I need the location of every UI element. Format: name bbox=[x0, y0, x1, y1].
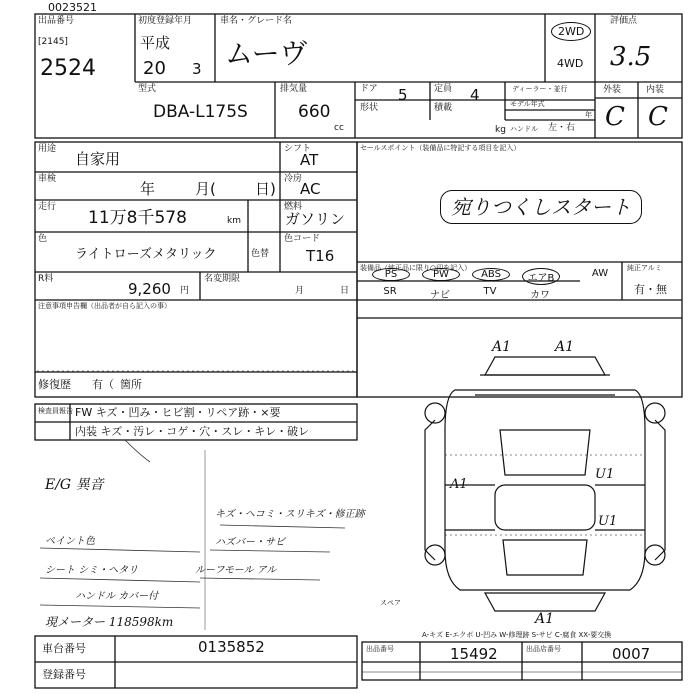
note-handle: ハンドル カバー付 bbox=[75, 591, 159, 602]
note-bumper: ハズバー・サビ bbox=[215, 537, 285, 548]
mark-front-right: A1 bbox=[555, 339, 575, 355]
name-change-label: 名変期限 bbox=[204, 274, 241, 284]
displacement-unit: cc bbox=[334, 123, 344, 133]
equipment-option-エアb: エアB bbox=[522, 268, 560, 285]
load-label: 積載 bbox=[434, 103, 453, 113]
top-fragment: 0023521 bbox=[48, 1, 97, 14]
equipment-option-aw: AW bbox=[591, 268, 609, 279]
recycle-unit: 円 bbox=[180, 286, 190, 296]
notes-label: 注意事項申告欄（出品者が自ら記入の事） bbox=[38, 302, 171, 310]
load-unit: kg bbox=[495, 125, 506, 135]
recycle-label: R料 bbox=[38, 274, 54, 284]
lot-value: 2524 bbox=[40, 56, 96, 81]
drive-2wd: 2WD bbox=[551, 22, 591, 41]
type-label: 形状 bbox=[360, 103, 379, 113]
inspection-label: 車検 bbox=[38, 174, 57, 184]
name-change-month: 月 bbox=[295, 286, 305, 296]
recycle-value: 9,260 bbox=[128, 280, 171, 298]
capacity-label: 定員 bbox=[434, 84, 453, 94]
equipment-option-2-row2: TV bbox=[483, 286, 497, 297]
score-value: 3.5 bbox=[610, 42, 652, 72]
score-label: 評価点 bbox=[610, 16, 638, 26]
mileage-unit: km bbox=[227, 216, 241, 226]
mark-rear: A1 bbox=[535, 611, 555, 627]
exhibitor-no-label: 出品店番号 bbox=[526, 645, 561, 653]
lot-sub: [2145] bbox=[38, 37, 68, 47]
fuel-label: 燃料 bbox=[284, 202, 303, 212]
mileage-value: 11万8千578 bbox=[88, 208, 187, 228]
equipment-ari-nashi: 有・無 bbox=[634, 283, 667, 296]
note-seat: シート シミ・ヘタリ bbox=[45, 565, 139, 576]
car-name-label: 車名・グレード名 bbox=[220, 16, 293, 26]
inspection-day: 日) bbox=[255, 180, 276, 198]
use-value: 自家用 bbox=[75, 150, 121, 168]
frame-no-value: 0135852 bbox=[198, 638, 265, 656]
exhibit-no-label: 出品番号 bbox=[366, 645, 394, 653]
lot-label: 出品番号 bbox=[38, 16, 75, 26]
color-code-value: T16 bbox=[306, 247, 335, 265]
inspection-year: 年 bbox=[140, 180, 156, 198]
mileage-label: 走行 bbox=[38, 202, 57, 212]
dealer-label: ディーラー・並行 bbox=[512, 85, 568, 93]
model-value: DBA-L175S bbox=[153, 102, 248, 122]
displacement-label: 排気量 bbox=[280, 84, 308, 94]
color-change-label: 色替 bbox=[251, 249, 270, 259]
color-value: ライトローズメタリック bbox=[75, 247, 217, 262]
handle-value: 左・右 bbox=[548, 123, 576, 133]
exhibit-no-value: 15492 bbox=[450, 645, 498, 663]
exterior-value: C bbox=[605, 102, 625, 132]
reg-no-label: 登録番号 bbox=[42, 668, 86, 681]
damage-legend: A-キズ E-エクボ U-凹み W-修理跡 S-サビ C-腐食 XX-要交換 bbox=[422, 631, 612, 639]
first-reg-year: 20 bbox=[143, 58, 166, 79]
equipment-power-label: 純正アルミ bbox=[627, 264, 662, 272]
first-reg-label: 初度登録年月 bbox=[138, 16, 193, 26]
inspection-month: 月( bbox=[195, 180, 216, 198]
drive-4wd: 4WD bbox=[557, 57, 584, 70]
interior-value: C bbox=[648, 102, 668, 132]
sales-point-label: セールスポイント（装備品に特記する項目を記入） bbox=[360, 144, 521, 152]
spare-label: スペア bbox=[380, 599, 401, 607]
use-label: 用途 bbox=[38, 144, 57, 154]
frame-no-label: 車台番号 bbox=[42, 642, 86, 655]
note-engine: E/G 異音 bbox=[45, 477, 104, 493]
repair-label: 修復歴 bbox=[38, 378, 71, 391]
mark-left-side: A1 bbox=[450, 477, 468, 492]
model-year-label: モデル年式 bbox=[510, 100, 545, 108]
repair-suffix: 箇所 bbox=[120, 378, 142, 391]
mark-right-door-2: U1 bbox=[598, 514, 618, 529]
shift-label: シフト bbox=[284, 144, 312, 154]
equipment-option-3-row2: カワ bbox=[530, 290, 550, 301]
capacity-value: 4 bbox=[470, 86, 480, 104]
model-year-unit: 年 bbox=[585, 111, 592, 119]
ac-value: AC bbox=[300, 180, 321, 198]
name-change-day: 日 bbox=[340, 286, 350, 296]
inspector-label: 検査員報告 bbox=[38, 407, 73, 415]
car-name-value: ムーヴ bbox=[225, 37, 308, 70]
mark-right-door-1: U1 bbox=[595, 467, 615, 482]
repair-value: 有（ bbox=[92, 378, 114, 391]
mark-front-left: A1 bbox=[492, 339, 512, 355]
equipment-label: 装備品（純正品に限り○印を記入） bbox=[360, 264, 472, 272]
inspection-line-2: 内装 キズ・汚レ・コゲ・穴・スレ・キレ・破レ bbox=[75, 425, 310, 438]
color-label: 色 bbox=[38, 234, 48, 244]
sales-point-text: 宛りつくしスタート bbox=[440, 190, 642, 224]
shift-value: AT bbox=[300, 151, 319, 169]
displacement-value: 660 bbox=[298, 102, 331, 122]
equipment-option-abs: ABS bbox=[472, 268, 510, 281]
ac-label: 冷房 bbox=[284, 174, 303, 184]
inspection-line-1: FW キズ・凹み・ヒビ割・リペア跡・×要 bbox=[75, 406, 281, 419]
equipment-option-0-row2: SR bbox=[383, 286, 397, 297]
handle-label: ハンドル bbox=[510, 125, 538, 133]
color-code-label: 色コード bbox=[284, 234, 321, 244]
fuel-value: ガソリン bbox=[285, 210, 346, 228]
exterior-label: 外装 bbox=[603, 85, 622, 95]
note-roof: ルーフモール アル bbox=[195, 565, 277, 576]
interior-label: 内装 bbox=[646, 85, 665, 95]
note-paint: ペイント色 bbox=[45, 536, 95, 547]
first-reg-era: 平成 bbox=[140, 34, 171, 52]
note-meter: 現メーター 118598km bbox=[45, 615, 174, 629]
equipment-option-pw: PW bbox=[422, 268, 460, 281]
equipment-option-ps: PS bbox=[372, 268, 410, 281]
exhibitor-no-value: 0007 bbox=[612, 645, 651, 663]
equipment-option-1-row2: ナビ bbox=[430, 290, 450, 301]
doors-label: ドア bbox=[360, 84, 378, 94]
note-scratches: キズ・ヘコミ・スリキズ・修正跡 bbox=[215, 509, 365, 520]
doors-value: 5 bbox=[398, 86, 408, 104]
model-label: 型式 bbox=[138, 84, 157, 94]
first-reg-month: 3 bbox=[192, 60, 202, 78]
